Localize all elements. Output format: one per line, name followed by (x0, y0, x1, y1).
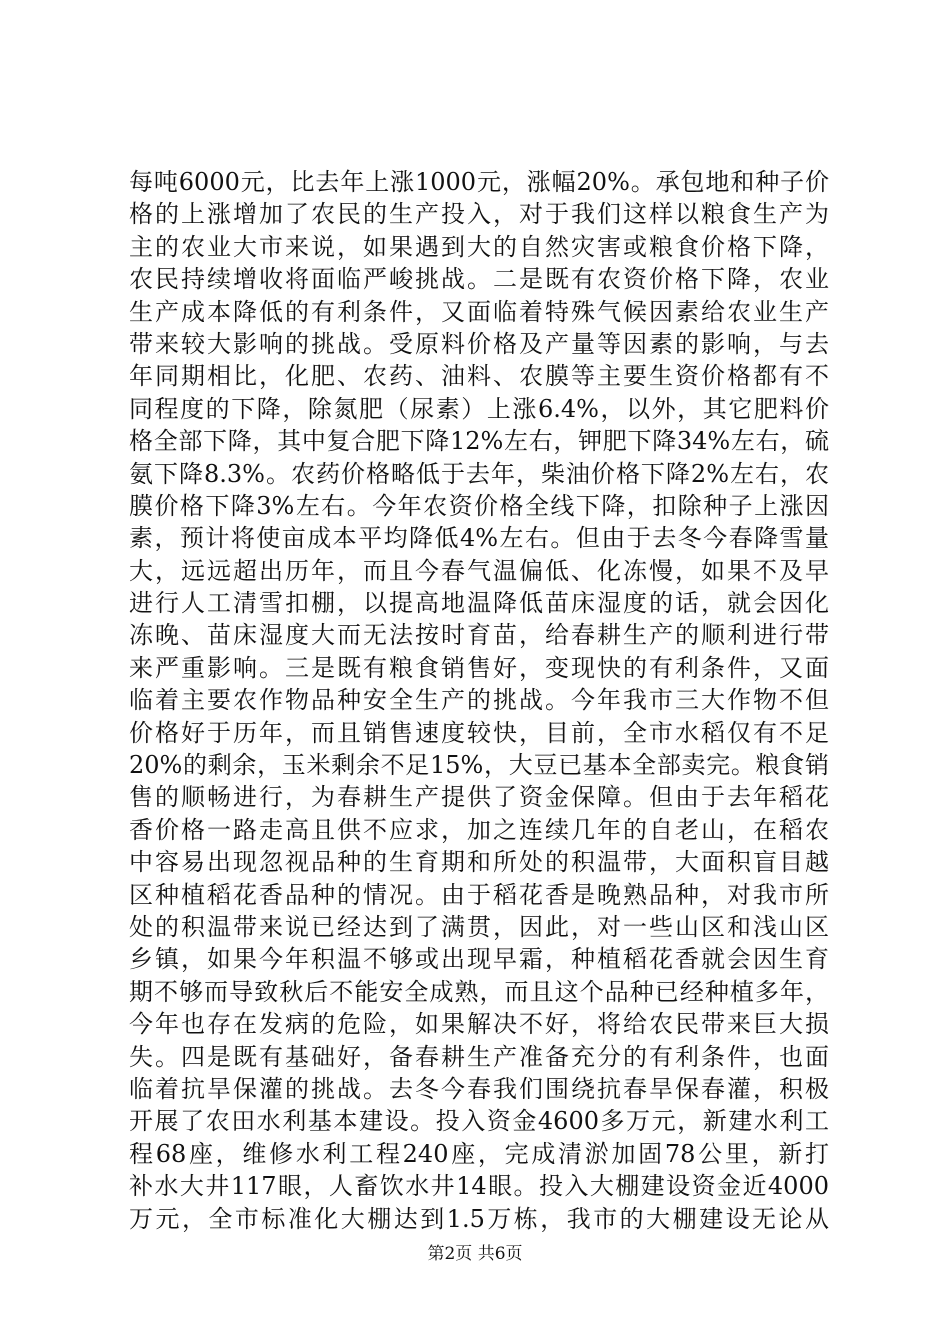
text-line: 格的上涨增加了农民的生产投入，对于我们这样以粮食生产为 (129, 200, 829, 229)
text-line: 带来较大影响的挑战。受原料价格及产量等因素的影响，与去 (129, 329, 829, 358)
text-line: 开展了农田水利基本建设。投入资金4600多万元，新建水利工 (129, 1107, 829, 1136)
text-line: 区种植稻花香品种的情况。由于稻花香是晚熟品种，对我市所 (129, 880, 829, 909)
text-line: 今年也存在发病的危险，如果解决不好，将给农民带来巨大损 (129, 1010, 829, 1039)
text-line: 20%的剩余，玉米剩余不足15%，大豆已基本全部卖完。粮食销 (129, 751, 829, 780)
text-line: 素，预计将使亩成本平均降低4%左右。但由于去冬今春降雪量 (129, 524, 829, 553)
text-line: 失。四是既有基础好，备春耕生产准备充分的有利条件，也面 (129, 1042, 829, 1071)
text-line: 万元，全市标准化大棚达到1.5万栋，我市的大棚建设无论从 (129, 1204, 829, 1233)
text-line: 程68座，维修水利工程240座，完成清淤加固78公里，新打 (129, 1139, 829, 1168)
text-line: 氨下降8.3%。农药价格略低于去年，柴油价格下降2%左右，农 (129, 459, 829, 488)
text-line: 冻晚、苗床湿度大而无法按时育苗，给春耕生产的顺利进行带 (129, 621, 829, 650)
text-line: 格全部下降，其中复合肥下降12%左右，钾肥下降34%左右，硫 (129, 427, 829, 456)
text-line: 补水大井117眼，人畜饮水井14眼。投入大棚建设资金近4000 (129, 1172, 829, 1201)
text-line: 每吨6000元，比去年上涨1000元，涨幅20%。承包地和种子价 (129, 168, 829, 196)
body-text (129, 166, 829, 1235)
text-line: 年同期相比，化肥、农药、油料、农膜等主要生资价格都有不 (129, 362, 829, 391)
text-line: 生产成本降低的有利条件，又面临着特殊气候因素给农业生产 (129, 297, 829, 326)
text-line: 来严重影响。三是既有粮食销售好，变现快的有利条件，又面 (129, 653, 829, 682)
text-line: 乡镇，如果今年积温不够或出现早霜，种植稻花香就会因生育 (129, 945, 829, 974)
text-line: 同程度的下降，除氮肥（尿素）上涨6.4%，以外，其它肥料价 (129, 394, 829, 423)
text-line: 期不够而导致秋后不能安全成熟，而且这个品种已经种植多年， (129, 977, 829, 1006)
text-line: 临着抗旱保灌的挑战。去冬今春我们围绕抗春旱保春灌，积极 (129, 1074, 829, 1103)
text-line: 膜价格下降3%左右。今年农资价格全线下降，扣除种子上涨因 (129, 491, 829, 520)
text-line: 临着主要农作物品种安全生产的挑战。今年我市三大作物不但 (129, 686, 829, 715)
text-line: 农民持续增收将面临严峻挑战。二是既有农资价格下降，农业 (129, 265, 829, 294)
text-line: 大，远远超出历年，而且今春气温偏低、化冻慢，如果不及早 (129, 556, 829, 585)
text-line: 价格好于历年，而且销售速度较快，目前，全市水稻仅有不足 (129, 718, 829, 747)
page-footer: 第2页 共6页 (427, 1244, 523, 1264)
text-line: 中容易出现忽视品种的生育期和所处的积温带，大面积盲目越 (129, 848, 829, 877)
text-line: 处的积温带来说已经达到了满贯，因此，对一些山区和浅山区 (129, 912, 829, 941)
text-line: 售的顺畅进行，为春耕生产提供了资金保障。但由于去年稻花 (129, 783, 829, 812)
text-line: 进行人工清雪扣棚，以提高地温降低苗床湿度的话，就会因化 (129, 589, 829, 618)
text-line: 香价格一路走高且供不应求，加之连续几年的自老山，在稻农 (129, 815, 829, 844)
text-line: 主的农业大市来说，如果遇到大的自然灾害或粮食价格下降， (129, 232, 829, 261)
